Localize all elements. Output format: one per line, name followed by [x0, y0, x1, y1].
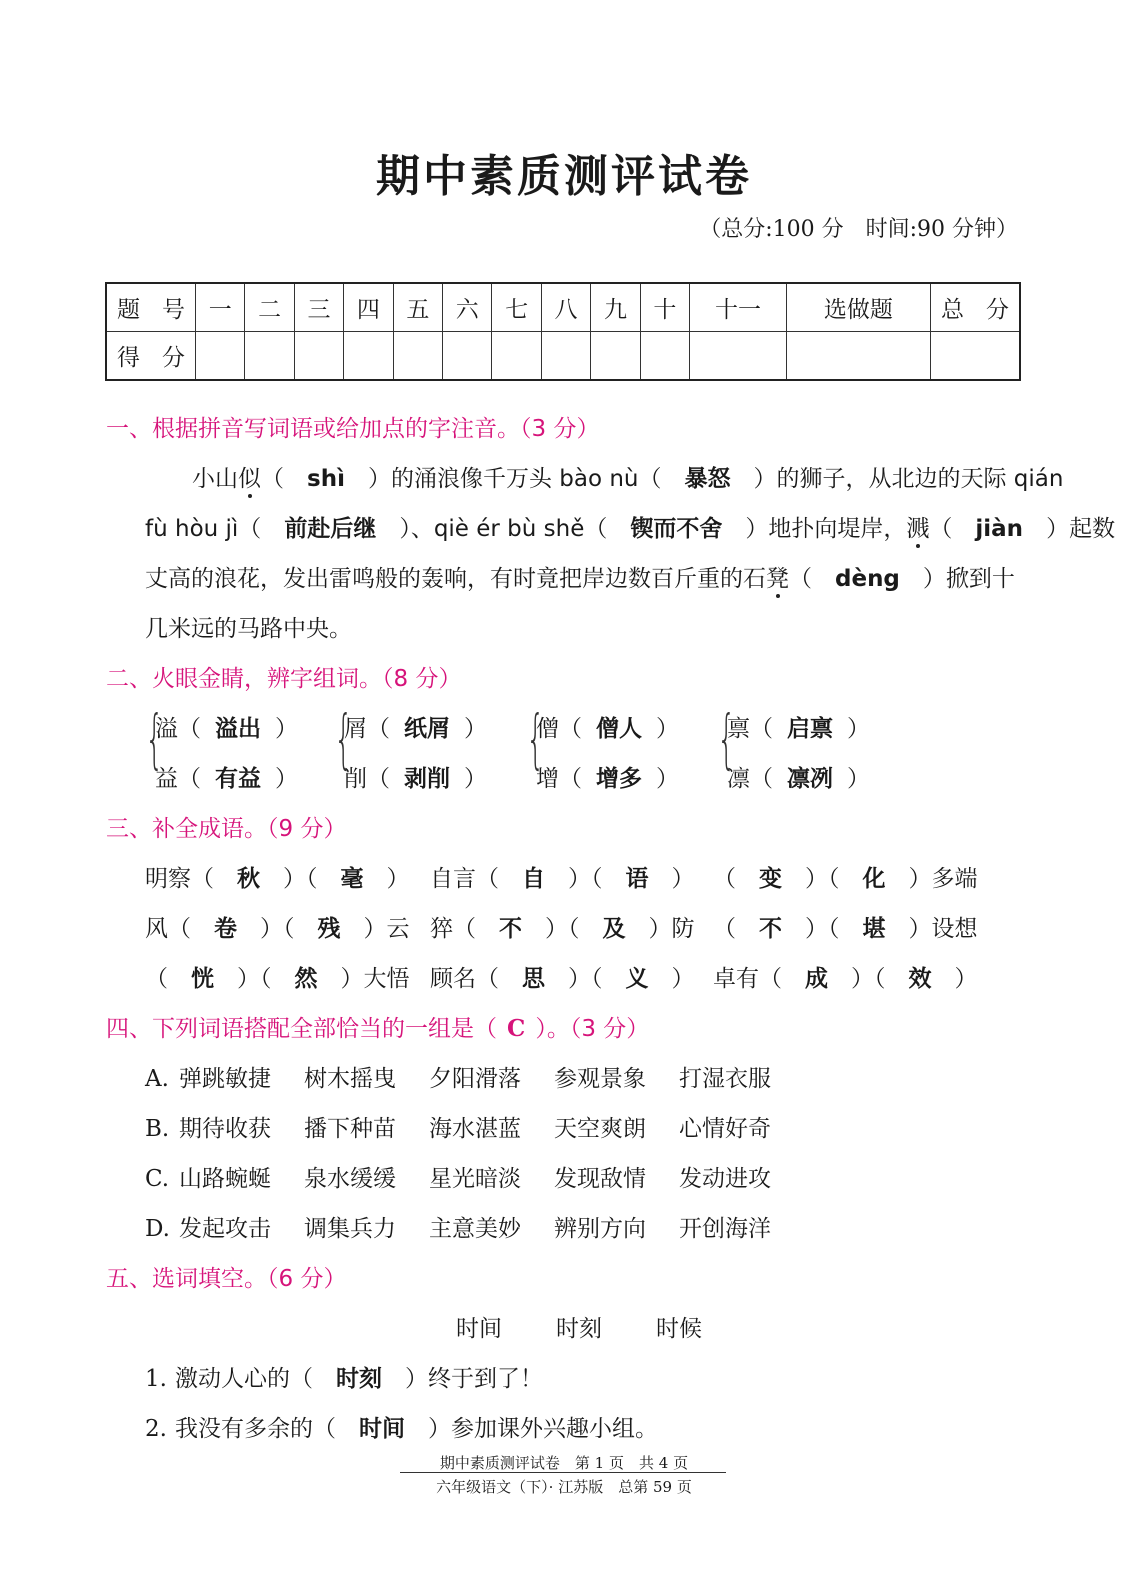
- answer: 不: [759, 916, 782, 942]
- word: 发起攻击: [179, 1216, 271, 1242]
- section-1-line-1: [192, 460, 1063, 493]
- idiom: [145, 910, 410, 943]
- brace-icon: {: [145, 703, 164, 777]
- question-1: [145, 1360, 543, 1393]
- answer: 暴怒: [684, 466, 731, 492]
- word-pair-bottom: [727, 760, 870, 793]
- score-header-cell: 七: [492, 283, 541, 332]
- text: 小山: [192, 466, 238, 492]
- text: 卓有（: [713, 966, 805, 992]
- score-header-cell: 选做题: [786, 283, 930, 332]
- text: ）（: [782, 866, 863, 892]
- answer: 前赴后继: [284, 516, 377, 542]
- text: ）起数: [1023, 516, 1116, 542]
- word: 打湿衣服: [679, 1066, 771, 1092]
- idiom: [430, 960, 695, 993]
- close-paren: ）: [656, 766, 679, 792]
- text: ）云: [340, 916, 410, 942]
- score-header-cell: 一: [196, 283, 245, 332]
- text: ）（: [782, 916, 863, 942]
- char: 削（: [344, 766, 390, 792]
- answer: 语: [625, 866, 649, 892]
- word: 星光暗淡: [429, 1166, 521, 1192]
- word-choice: 时间: [456, 1316, 502, 1342]
- score-header-cell: 二: [245, 283, 294, 332]
- score-cell[interactable]: [245, 332, 294, 381]
- text: ）、qiè ér bù shě（: [376, 516, 631, 542]
- answer: 时间: [359, 1416, 405, 1442]
- score-cell[interactable]: [591, 332, 640, 381]
- answer: 效: [908, 966, 932, 992]
- answer: 及: [602, 916, 626, 942]
- dotted-char: 似: [238, 466, 261, 492]
- text: 猝（: [430, 916, 499, 942]
- answer: 时刻: [336, 1366, 382, 1392]
- score-header-cell: 十: [640, 283, 689, 332]
- footer-page-info: 期中素质测评试卷 第 1 页 共 4 页: [439, 1454, 689, 1472]
- score-cell[interactable]: [690, 332, 787, 381]
- option-D: [145, 1210, 771, 1243]
- question-number: 2.: [145, 1416, 167, 1442]
- text: （: [145, 966, 191, 992]
- word: 泉水缓缓: [304, 1166, 396, 1192]
- score-header-cell: 十一: [690, 283, 787, 332]
- text: ）大悟: [317, 966, 410, 992]
- idiom: [713, 910, 978, 943]
- answer: shì: [307, 466, 345, 492]
- word: 树木摇曳: [304, 1066, 396, 1092]
- text: ）。（3 分）: [535, 1016, 650, 1042]
- score-header-cell: 六: [443, 283, 492, 332]
- close-paren: ）: [656, 716, 679, 742]
- score-header-cell: 三: [294, 283, 343, 332]
- word: 调集兵力: [304, 1216, 396, 1242]
- text: ）的涌浪像千万头 bào nù（: [344, 466, 685, 492]
- answer: 成: [805, 966, 828, 992]
- word-pair-top: [344, 710, 487, 743]
- score-header-row: [106, 283, 1020, 332]
- score-cell[interactable]: [196, 332, 245, 381]
- word: 主意美妙: [429, 1216, 521, 1242]
- score-cell[interactable]: [931, 332, 1021, 381]
- text: 激动人心的（: [175, 1366, 336, 1392]
- idiom: [430, 910, 695, 943]
- answer: 义: [625, 966, 649, 992]
- answer: 毫: [340, 866, 364, 892]
- close-paren: ）: [847, 716, 870, 742]
- page-title: 期中素质测评试卷: [376, 151, 752, 202]
- word: 辨别方向: [554, 1216, 646, 1242]
- text: ）参加课外兴趣小组。: [405, 1416, 658, 1442]
- answer: 僧人: [596, 716, 642, 742]
- answer: 化: [862, 866, 886, 892]
- score-row-label: 得分: [106, 332, 196, 381]
- answer: dèng: [835, 566, 900, 592]
- word-pair-bottom: [536, 760, 679, 793]
- word: 参观景象: [554, 1066, 646, 1092]
- answer: 秋: [237, 866, 260, 892]
- text: ）地扑向堤岸，: [722, 516, 907, 542]
- score-header-cell: 五: [393, 283, 442, 332]
- close-paren: ）: [275, 766, 298, 792]
- score-cell[interactable]: [443, 332, 492, 381]
- option-letter: D.: [145, 1216, 170, 1242]
- score-header-cell: 八: [541, 283, 590, 332]
- answer: 溢出: [215, 716, 261, 742]
- score-cell[interactable]: [393, 332, 442, 381]
- idiom: [145, 860, 410, 893]
- answer: 卷: [214, 916, 237, 942]
- answer: 剥削: [404, 766, 450, 792]
- answer: 启禀: [787, 716, 833, 742]
- answer: 不: [499, 916, 522, 942]
- option-letter: C.: [145, 1166, 170, 1192]
- word: 期待收获: [179, 1116, 271, 1142]
- answer: 堪: [862, 916, 886, 942]
- text: ）多端: [885, 866, 978, 892]
- option-C: [145, 1160, 771, 1193]
- answer: C: [507, 1015, 526, 1042]
- text: ）（: [260, 866, 341, 892]
- text: ）（: [237, 916, 318, 942]
- score-cell[interactable]: [294, 332, 343, 381]
- text: ）（: [545, 866, 626, 892]
- text: fù hòu jì（: [145, 516, 285, 542]
- answer: 纸屑: [404, 716, 450, 742]
- close-paren: ）: [464, 716, 487, 742]
- idiom: [430, 860, 695, 893]
- score-table: [105, 282, 1021, 381]
- section-1-line-2: [145, 510, 1115, 543]
- word-pair-top: [536, 710, 679, 743]
- char: 溢（: [155, 716, 201, 742]
- answer: jiàn: [975, 516, 1024, 542]
- text: ）（: [214, 966, 295, 992]
- word-pair-top: [155, 710, 298, 743]
- word: 天空爽朗: [554, 1116, 646, 1142]
- answer: 然: [294, 966, 318, 992]
- question-2: [145, 1410, 658, 1443]
- score-cell[interactable]: [541, 332, 590, 381]
- char: 凛（: [727, 766, 773, 792]
- char: 益（: [155, 766, 201, 792]
- score-header-cell: 九: [591, 283, 640, 332]
- text: 丈高的浪花，发出雷鸣般的轰响，有时竟把岸边数百斤重的石: [145, 566, 766, 592]
- exam-meta: （总分:100 分 时间:90 分钟）: [699, 217, 1018, 242]
- text: ）: [931, 966, 978, 992]
- word: 夕阳滑落: [429, 1066, 521, 1092]
- score-cell[interactable]: [492, 332, 541, 381]
- section-1-heading: 一、根据拼音写词语或给加点的字注音。（3 分）: [106, 416, 600, 442]
- section-4-heading: [106, 1010, 649, 1043]
- answer: 有益: [215, 766, 261, 792]
- answer: 残: [317, 916, 341, 942]
- text: ）防: [625, 916, 695, 942]
- idiom: [713, 860, 978, 893]
- section-5-heading: 五、选词填空。（6 分）: [106, 1266, 347, 1292]
- section-1-line-3: [145, 560, 1015, 593]
- brace-icon: {: [717, 703, 736, 777]
- footer-divider: [400, 1472, 726, 1473]
- word: 播下种苗: [304, 1116, 396, 1142]
- section-2-heading: 二、火眼金睛，辨字组词。（8 分）: [106, 666, 462, 692]
- text: （: [929, 516, 976, 542]
- text: 自言（: [430, 866, 522, 892]
- word-pair-bottom: [155, 760, 298, 793]
- text: ）: [648, 966, 695, 992]
- text: 明察（: [145, 866, 237, 892]
- text: （: [713, 916, 759, 942]
- score-header-cell: 总分: [931, 283, 1021, 332]
- word: 发现敌情: [554, 1166, 646, 1192]
- word-pair-bottom: [344, 760, 487, 793]
- close-paren: ）: [464, 766, 487, 792]
- option-B: [145, 1110, 771, 1143]
- score-header-cell: 四: [344, 283, 393, 332]
- text: ）设想: [885, 916, 978, 942]
- option-letter: B.: [145, 1116, 170, 1142]
- answer: 凛冽: [787, 766, 833, 792]
- answer: 自: [522, 866, 545, 892]
- word-choices: [456, 1310, 702, 1343]
- word: 开创海洋: [679, 1216, 771, 1242]
- score-cell[interactable]: [640, 332, 689, 381]
- text: 四、下列词语搭配全部恰当的一组是（: [106, 1016, 497, 1042]
- score-value-row: [106, 332, 1020, 381]
- score-cell[interactable]: [344, 332, 393, 381]
- text: （: [789, 566, 835, 592]
- score-cell[interactable]: [786, 332, 930, 381]
- answer: 增多: [596, 766, 642, 792]
- answer: 变: [759, 866, 782, 892]
- score-header-cell: 题号: [106, 283, 196, 332]
- word-pair-top: [727, 710, 870, 743]
- option-letter: A.: [145, 1066, 169, 1092]
- word: 海水湛蓝: [429, 1116, 521, 1142]
- section-1-line-4: 几米远的马路中央。: [145, 616, 352, 642]
- brace-icon: {: [526, 703, 545, 777]
- idiom: [145, 960, 410, 993]
- option-A: [145, 1060, 771, 1093]
- text: 风（: [145, 916, 214, 942]
- answer: 锲而不舍: [630, 516, 723, 542]
- dotted-char: 溅: [906, 516, 930, 542]
- word: 弹跳敏捷: [179, 1066, 271, 1092]
- close-paren: ）: [847, 766, 870, 792]
- word-choice: 时候: [656, 1316, 702, 1342]
- word: 发动进攻: [679, 1166, 771, 1192]
- char: 屑（: [344, 716, 390, 742]
- char: 禀（: [727, 716, 773, 742]
- brace-icon: {: [334, 703, 353, 777]
- text: （: [713, 866, 759, 892]
- text: ）的狮子，从北边的天际 qián: [730, 466, 1064, 492]
- char: 增（: [536, 766, 582, 792]
- answer: 恍: [191, 966, 214, 992]
- section-3-heading: 三、补全成语。（9 分）: [106, 816, 347, 842]
- answer: 思: [522, 966, 545, 992]
- text: ）（: [522, 916, 603, 942]
- text: ）: [363, 866, 410, 892]
- text: ）（: [828, 966, 909, 992]
- text: ）（: [545, 966, 626, 992]
- text: ）掀到十: [899, 566, 1015, 592]
- text: ）终于到了！: [382, 1366, 543, 1392]
- text: 我没有多余的（: [175, 1416, 359, 1442]
- idiom: [713, 960, 978, 993]
- close-paren: ）: [275, 716, 298, 742]
- word-choice: 时刻: [556, 1316, 602, 1342]
- word: 心情好奇: [679, 1116, 771, 1142]
- text: （: [261, 466, 307, 492]
- char: 僧（: [536, 716, 582, 742]
- question-number: 1.: [145, 1366, 167, 1392]
- dotted-char: 凳: [766, 566, 789, 592]
- text: ）: [648, 866, 695, 892]
- footer-book-info: 六年级语文（下）· 江苏版 总第 59 页: [436, 1478, 692, 1496]
- word: 山路蜿蜒: [179, 1166, 271, 1192]
- text: 顾名（: [430, 966, 522, 992]
